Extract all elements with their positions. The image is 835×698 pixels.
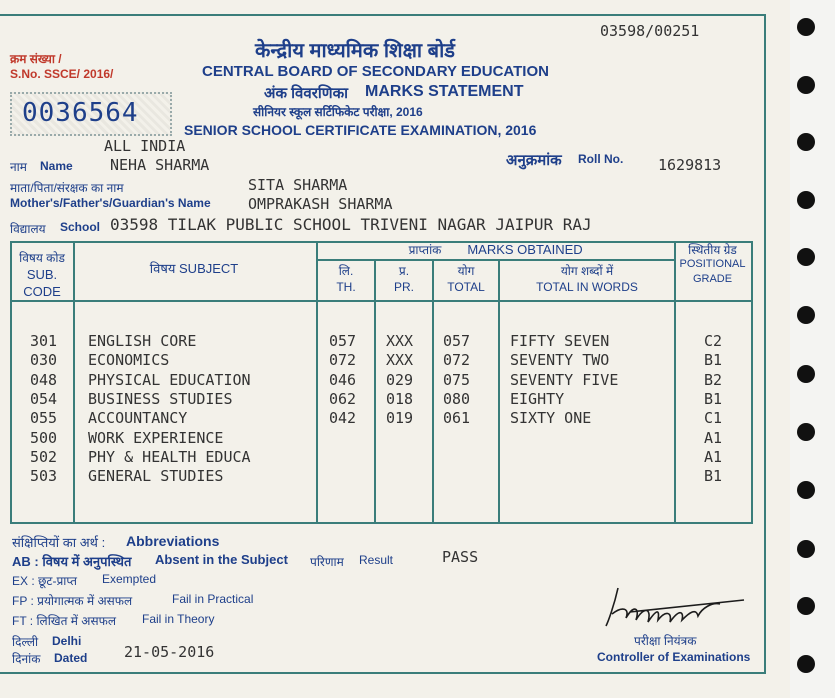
row-code: 054 [30, 389, 58, 408]
row-subject: ECONOMICS [88, 351, 170, 370]
row-pr: 019 [386, 409, 414, 428]
feed-hole [797, 655, 815, 673]
row-pr: XXX [386, 351, 414, 370]
row-grade: A1 [704, 428, 723, 447]
header-pr-hindi: प्र. [398, 264, 410, 278]
controller-title: Controller of Examinations [597, 650, 751, 664]
row-subject: PHYSICAL EDUCATION [88, 370, 251, 389]
header-code-hindi: विषय कोड [19, 251, 65, 265]
table-divider [316, 259, 676, 261]
board-name-hindi: केन्द्रीय माध्यमिक शिक्षा बोर्ड [255, 40, 455, 62]
row-pr: 018 [386, 389, 414, 408]
row-code: 301 [30, 332, 58, 350]
border-bottom [0, 672, 766, 674]
header-th: TH. [336, 280, 356, 294]
row-code: 055 [30, 409, 58, 428]
row-code: 503 [30, 467, 58, 486]
roll-number: 1629813 [658, 156, 722, 174]
row-subject: PHY & HEALTH EDUCA [88, 447, 251, 466]
table-divider [498, 259, 500, 522]
row-subject: WORK EXPERIENCE [88, 428, 224, 447]
feed-hole [797, 133, 815, 151]
roll-label: Roll No. [578, 152, 624, 166]
row-grade: C2 [704, 332, 723, 350]
row-total: 072 [443, 351, 471, 370]
border-right [764, 14, 766, 674]
school-label-hindi: विद्यालय [10, 222, 46, 236]
feed-hole [797, 306, 815, 324]
candidate-name: NEHA SHARMA [110, 156, 210, 174]
serial-label: S.No. SSCE/ 2016/ [10, 67, 114, 81]
ft-line-hindi: FT : लिखित में असफल [12, 614, 116, 628]
border-top [0, 14, 765, 16]
table-divider [10, 300, 751, 302]
row-total: 080 [443, 389, 471, 408]
header-subject: विषय SUBJECT [149, 261, 239, 276]
header-grade: POSITIONAL GRADE [679, 258, 746, 285]
row-grade: B1 [704, 467, 723, 486]
table-divider [432, 259, 434, 522]
serial-label-hindi: क्रम संख्या / [10, 52, 62, 66]
row-th: 046 [329, 370, 357, 389]
header-words-hindi: योग शब्दों में [560, 264, 614, 278]
parent-label-hindi: माता/पिता/संरक्षक का नाम [10, 181, 124, 195]
abbr-title-hindi: संक्षिप्तियों का अर्थ : [12, 535, 106, 550]
statement-title: MARKS STATEMENT [365, 83, 524, 100]
row-code: 030 [30, 351, 58, 370]
feed-hole [797, 191, 815, 209]
issue-date: 21-05-2016 [124, 643, 215, 661]
name-label: Name [40, 159, 73, 173]
feed-hole [797, 76, 815, 94]
header-code: SUB. CODE [23, 267, 61, 299]
row-pr: XXX [386, 332, 414, 350]
ab-line-hindi: AB : विषय में अनुपस्थित [12, 554, 132, 569]
row-code: 048 [30, 370, 58, 389]
exam-title: SENIOR SCHOOL CERTIFICATE EXAMINATION, 2016 [184, 122, 537, 138]
row-grade: B1 [704, 351, 723, 370]
feed-hole [797, 540, 815, 558]
feed-hole [797, 423, 815, 441]
tractor-feed-strip [790, 0, 835, 698]
row-grade: C1 [704, 409, 723, 428]
row-code: 500 [30, 428, 58, 447]
place: Delhi [52, 634, 82, 648]
header-pr: PR. [393, 280, 414, 294]
result-value: PASS [442, 548, 479, 566]
serial-number: 0036564 [22, 98, 139, 128]
row-grade: A1 [704, 447, 723, 466]
row-words: FIFTY SEVEN [510, 332, 610, 350]
mother-name: SITA SHARMA [248, 176, 348, 194]
abbr-title: Abbreviations [126, 533, 220, 549]
exam-title-hindi: सीनियर स्कूल सर्टिफिकेट परीक्षा, 2016 [253, 105, 423, 119]
result-label-hindi: परिणाम [310, 555, 344, 569]
row-words: EIGHTY [510, 389, 565, 408]
result-label: Result [359, 553, 394, 567]
header-total-hindi: योग [457, 264, 475, 278]
row-total: 057 [443, 332, 471, 350]
board-name: CENTRAL BOARD OF SECONDARY EDUCATION [202, 63, 549, 80]
row-subject: ACCOUNTANCY [88, 409, 188, 428]
place-hindi: दिल्ली [12, 635, 39, 649]
row-subject: BUSINESS STUDIES [88, 389, 233, 408]
father-name: OMPRAKASH SHARMA [248, 195, 393, 213]
row-th: 057 [329, 332, 357, 350]
feed-hole [797, 18, 815, 36]
feed-hole [797, 481, 815, 499]
row-th: 062 [329, 389, 357, 408]
header-marks-hindi: प्राप्तांक [408, 243, 442, 257]
table-divider [374, 259, 376, 522]
ab-line: Absent in the Subject [155, 552, 288, 567]
row-subject: GENERAL STUDIES [88, 467, 224, 486]
table-divider [73, 241, 75, 522]
ft-line: Fail in Theory [142, 612, 215, 626]
header-total: TOTAL [447, 280, 485, 294]
ex-line: Exempted [102, 572, 157, 586]
name-label-hindi: नाम [10, 160, 27, 174]
header-grade-hindi: स्थितीय ग्रेड [688, 243, 737, 257]
row-grade: B2 [704, 370, 723, 389]
statement-title-hindi: अंक विवरणिका [264, 85, 348, 102]
dated-label: Dated [54, 651, 88, 665]
row-th: 042 [329, 409, 357, 428]
feed-hole [797, 365, 815, 383]
row-total: 061 [443, 409, 471, 428]
row-th: 072 [329, 351, 357, 370]
row-words: SIXTY ONE [510, 409, 592, 428]
row-grade: B1 [704, 389, 723, 408]
row-total: 075 [443, 370, 471, 389]
row-pr: 029 [386, 370, 414, 389]
parent-label: Mother's/Father's/Guardian's Name [10, 196, 211, 210]
row-words: SEVENTY TWO [510, 351, 610, 370]
fp-line: Fail in Practical [172, 592, 254, 606]
feed-hole [797, 597, 815, 615]
feed-hole [797, 248, 815, 266]
roll-label-hindi: अनुक्रमांक [506, 152, 562, 169]
controller-signature [600, 578, 750, 630]
header-th-hindi: लि. [338, 264, 354, 278]
ex-line-hindi: EX : छूट-प्राप्त [12, 574, 77, 588]
document-reference-number: 03598/00251 [600, 22, 700, 40]
fp-line-hindi: FP : प्रयोगात्मक में असफल [12, 594, 133, 608]
school-label: School [60, 220, 101, 234]
row-words: SEVENTY FIVE [510, 370, 619, 389]
row-subject: ENGLISH CORE [88, 332, 197, 350]
header-marks: MARKS OBTAINED [467, 242, 583, 257]
controller-title-hindi: परीक्षा नियंत्रक [634, 634, 697, 648]
school-name: 03598 TILAK PUBLIC SCHOOL TRIVENI NAGAR JAIPUR RAJ [110, 215, 592, 234]
dated-hindi: दिनांक [12, 652, 41, 666]
row-code: 502 [30, 447, 58, 466]
region: ALL INDIA [104, 137, 186, 155]
header-words: TOTAL IN WORDS [536, 280, 638, 294]
